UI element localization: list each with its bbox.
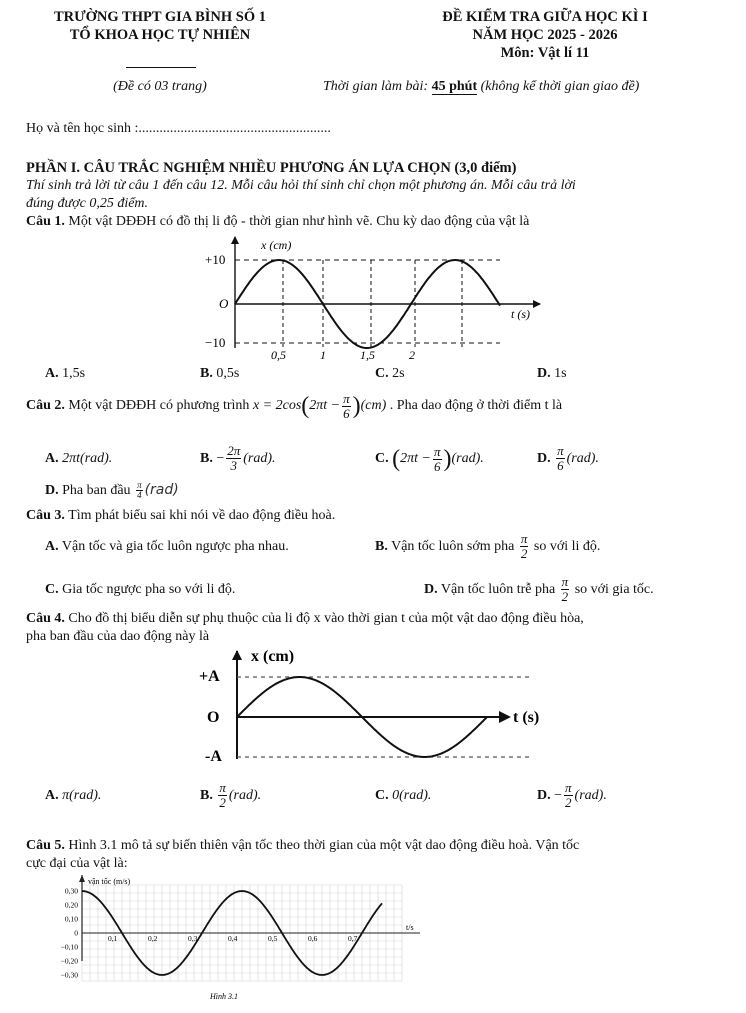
option-unit: (rad).	[243, 451, 276, 466]
frac-den: 6	[557, 458, 564, 474]
option-text: Vận tốc luôn trễ pha	[440, 582, 556, 597]
q5-y-tick: 0	[74, 928, 78, 938]
option-text: π(rad).	[62, 788, 102, 803]
option-unit: (rad).	[566, 451, 599, 466]
q5-y-tick: −0,20	[60, 956, 78, 966]
time-prefix: Thời gian làm bài:	[323, 79, 429, 94]
option-text: 2πt(rad).	[62, 451, 113, 466]
option-text: 2s	[392, 366, 405, 381]
frac-num: π	[565, 780, 572, 796]
question-4	[26, 611, 584, 627]
question-3-label: Câu 3.	[26, 508, 65, 523]
frac-num: π	[343, 390, 350, 406]
q5-y-tick: 0,30	[64, 886, 78, 896]
question-1-text: Một vật DĐĐH có đồ thị li độ - thời gian như hình vẽ. Chu kỳ dao động của vật là	[68, 214, 530, 229]
option-text: 0,5s	[216, 366, 240, 381]
q1-option-b[interactable]	[200, 366, 239, 382]
frac-num: π	[433, 443, 441, 459]
q2-option-d[interactable]	[537, 441, 599, 477]
frac-den: 3	[230, 458, 237, 474]
q1-y-bottom: −10	[205, 335, 226, 350]
eq-lhs: x = 2cos	[252, 398, 302, 414]
eq-unit: (cm)	[360, 398, 387, 414]
q5-graph	[30, 873, 430, 1011]
q1-option-c[interactable]	[375, 366, 405, 382]
time-suffix: (không kể thời gian giao đề)	[480, 79, 640, 94]
q5-x-tick: 0,7	[348, 934, 358, 943]
option-key: A.	[45, 451, 59, 466]
question-5-text: Hình 3.1 mô tả sự biến thiên vận tốc theo thời gian của một vật dao động điều hoà. Vận tốc	[68, 838, 580, 853]
part1-title: PHẦN I. CÂU TRẮC NGHIỆM NHIỀU PHƯƠNG ÁN LỰA CHỌN (3,0 điểm)	[26, 160, 517, 176]
time-value: 45 phút	[431, 79, 478, 94]
q5-x-tick: 0,1	[108, 934, 118, 943]
q2-option-b[interactable]	[200, 441, 276, 477]
student-name-line: Họ và tên học sinh :.......................................................	[26, 121, 331, 136]
q5-x-ticks	[108, 934, 358, 943]
q1-x-axis-label: t (s)	[511, 307, 530, 321]
option-text-end: so với gia tốc.	[574, 582, 654, 597]
q4-y-axis-label: x (cm)	[251, 648, 295, 665]
eq-arg: 2πt −	[309, 398, 341, 414]
option-key: B.	[200, 788, 213, 803]
subject: Môn: Vật lí 11	[500, 45, 590, 61]
option-fraction	[564, 781, 573, 810]
q5-y-tick: 0,20	[64, 900, 78, 910]
q3-option-b[interactable]	[375, 530, 600, 564]
q1-option-a[interactable]	[45, 366, 85, 382]
option-sign: −	[216, 451, 225, 466]
q3-option-a[interactable]	[45, 530, 289, 564]
q5-x-tick: 0,6	[308, 934, 318, 943]
option-unit: (rad).	[228, 788, 262, 803]
q2-option-a[interactable]	[45, 441, 112, 477]
q2-option-d-extra[interactable]	[45, 478, 179, 503]
option-text: Gia tốc ngược pha so với li độ.	[62, 582, 236, 597]
frac-num: π	[520, 531, 528, 547]
q2-option-c[interactable]: C. (2πt − $\frac{\pi}{6}$ )(rad).	[375, 443, 484, 474]
q4-y-top: +A	[199, 668, 220, 685]
frac-den: 6	[343, 405, 350, 421]
question-1-label: Câu 1.	[26, 214, 65, 229]
frac-den: 2	[561, 589, 569, 605]
option-key: D.	[45, 483, 59, 498]
q5-caption: Hình 3.1	[210, 992, 238, 1001]
q5-x-tick: 0,3	[188, 934, 198, 943]
question-4-text-2: pha ban đầu của dao động này là	[26, 629, 210, 644]
q2-equation: x = 2cos(2πt − $\frac{\pi}{6}$ )(cm)	[252, 390, 387, 421]
pages-note: (Đề có 03 trang)	[113, 79, 207, 94]
frac-den: 2	[219, 795, 226, 811]
question-4-label: Câu 4.	[26, 611, 65, 626]
q5-x-tick: 0,5	[268, 934, 278, 943]
school-year: NĂM HỌC 2025 - 2026	[472, 27, 618, 43]
q3-option-d[interactable]	[424, 573, 654, 607]
frac-num: π	[137, 480, 142, 491]
option-fraction	[226, 444, 241, 473]
question-2-text-after: . Pha dao động ở thời điểm t là	[389, 398, 563, 414]
question-1	[26, 214, 529, 230]
option-key: D.	[537, 788, 551, 803]
option-key: C.	[45, 582, 59, 597]
q1-option-d[interactable]	[537, 366, 567, 382]
option-sign: −	[554, 788, 563, 803]
part1-instructions-1: Thí sinh trả lời từ câu 1 đến câu 12. Mỗi câu hỏi thí sinh chỉ chọn một phương án. Mỗi câu trả lời	[26, 178, 576, 193]
q4-option-a[interactable]	[45, 778, 101, 814]
option-key: C.	[375, 788, 389, 803]
frac-den: 6	[433, 458, 441, 474]
frac-num: π	[219, 780, 226, 796]
q4-option-c[interactable]	[375, 778, 431, 814]
question-5-text-2: cực đại của vật là:	[26, 856, 128, 871]
option-text: 1,5s	[62, 366, 86, 381]
q5-y-tick: 0,10	[64, 914, 78, 924]
option-key: B.	[200, 451, 213, 466]
question-2-label: Câu 2.	[26, 398, 65, 414]
frac-num: π	[557, 443, 564, 459]
q4-option-b[interactable]	[200, 778, 261, 814]
question-5-label: Câu 5.	[26, 838, 65, 853]
q4-graph	[195, 647, 550, 762]
question-3-text: Tìm phát biểu sai khi nói về dao động điều hoà.	[68, 508, 336, 523]
option-key: C.	[375, 451, 389, 467]
option-arg: 2πt −	[400, 451, 431, 467]
frac-den: 2	[520, 546, 528, 562]
frac-den: 2	[565, 795, 572, 811]
frac-den: 4	[137, 490, 142, 501]
q1-y-origin: O	[219, 296, 229, 311]
q4-y-origin: O	[207, 709, 220, 726]
question-4-text: Cho đồ thị biểu diễn sự phụ thuộc của li độ x vào thời gian t của một vật dao động điều hòa,	[68, 611, 584, 626]
option-unit: (rad).	[451, 451, 484, 467]
option-fraction	[556, 444, 565, 473]
q4-y-bottom: -A	[205, 748, 222, 762]
option-fraction	[433, 445, 442, 474]
q3-option-c[interactable]	[45, 573, 235, 607]
q1-x-tick: 2	[409, 348, 415, 362]
header-divider	[126, 67, 196, 68]
option-key: A.	[45, 788, 59, 803]
q1-y-top: +10	[205, 252, 226, 267]
option-key: B.	[375, 539, 388, 554]
part1-instructions-2: đúng được 0,25 điểm.	[26, 196, 149, 211]
q1-graph	[195, 234, 550, 364]
q5-y-ticks	[61, 887, 79, 980]
q5-x-axis-label: t/s	[406, 923, 414, 932]
option-text: 0(rad).	[392, 788, 432, 803]
option-key: C.	[375, 366, 389, 381]
option-key: D.	[537, 451, 551, 466]
question-2	[26, 388, 562, 424]
option-unit: (rad).	[574, 788, 607, 803]
option-key: B.	[200, 366, 213, 381]
q5-y-tick: −0,10	[60, 942, 78, 952]
q5-x-tick: 0,2	[148, 934, 158, 943]
question-2-text: Một vật DĐĐH có phương trình	[68, 398, 250, 414]
school-name: TRƯỜNG THPT GIA BÌNH SỐ 1	[53, 9, 267, 25]
option-key: A.	[45, 539, 59, 554]
question-3	[26, 508, 335, 524]
q1-x-tick: 0,5	[271, 348, 286, 362]
option-key: D.	[424, 582, 438, 597]
option-key: D.	[537, 366, 551, 381]
frac-num: 2π	[227, 443, 241, 459]
q5-x-tick: 0,4	[228, 934, 238, 943]
q1-x-tick: 1	[320, 348, 326, 362]
q4-option-d[interactable]	[537, 778, 607, 814]
frac-num: π	[561, 574, 569, 590]
option-text-end: so với li độ.	[533, 539, 601, 554]
option-key: A.	[45, 366, 59, 381]
option-fraction	[561, 575, 570, 604]
exam-title: ĐỀ KIỂM TRA GIỮA HỌC KÌ I	[442, 9, 648, 25]
exam-time	[323, 79, 639, 95]
option-text: Vận tốc và gia tốc luôn ngược pha nhau.	[61, 539, 289, 554]
option-text: 1s	[554, 366, 567, 381]
option-unit: (rad)	[144, 482, 179, 498]
faculty-name: TỔ KHOA HỌC TỰ NHIÊN	[69, 27, 251, 43]
q4-x-axis-label: t (s)	[513, 709, 540, 726]
option-fraction	[520, 532, 529, 561]
q1-x-tick: 1,5	[360, 348, 375, 362]
q5-y-tick: −0,30	[60, 970, 78, 980]
option-fraction	[136, 481, 143, 500]
option-fraction	[218, 781, 227, 810]
option-text: Pha ban đầu	[62, 483, 131, 498]
q1-y-axis-label: x (cm)	[261, 238, 292, 252]
eq-fraction	[342, 392, 351, 421]
q5-y-axis-label: vận tốc (m/s)	[88, 877, 131, 886]
question-5	[26, 838, 579, 854]
option-text: Vận tốc luôn sớm pha	[391, 539, 515, 554]
